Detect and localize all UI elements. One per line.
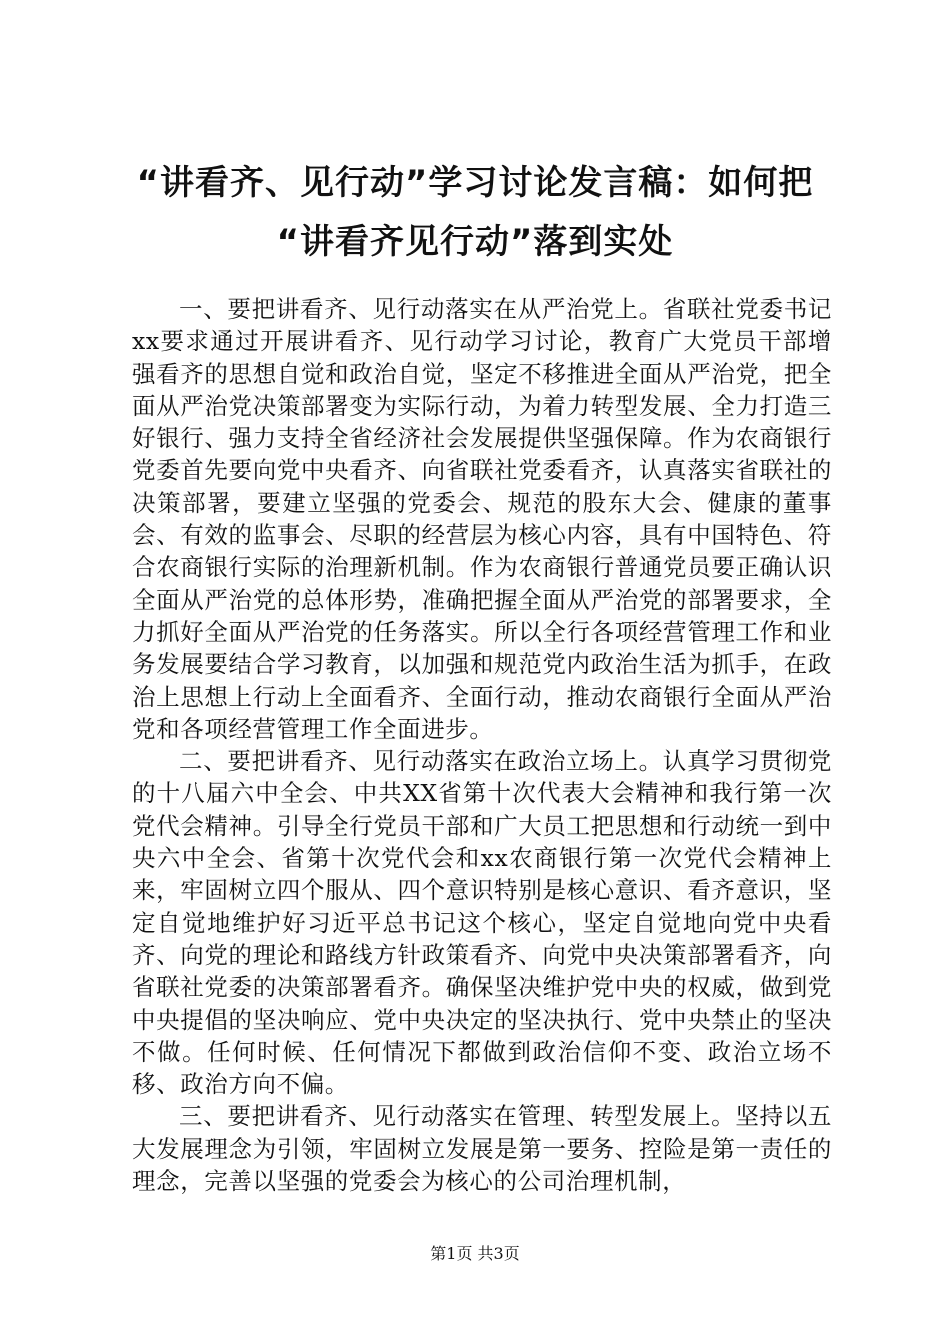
paragraph-3: 三、要把讲看齐、见行动落实在管理、转型发展上。坚持以五大发展理念为引领，牢固树立发展是第一要务、控险是第一责任的理念，完善以坚强的党委会为核心的公司治理机制， — [132, 1102, 832, 1196]
document-title-line-2: “讲看齐见行动”落到实处 — [276, 222, 674, 262]
paragraph-2: 二、要把讲看齐、见行动落实在政治立场上。认真学习贯彻党的十八届六中全会、中共XX省第十次代表大会精神和我行第一次党代会精神。引导全行党员干部和广大员工把思想和行动统一到中央六中全会、省第十次党代会和xx农商银行第一次党代会精神上来，牢固树立四个服从、四个意识特别是核心意识、看齐意识，坚定自觉地维护好习近平总书记这个核心，坚定自觉地向党中央看齐、向党的理论和路线方针政策看齐、向党中央决策部署看齐，向省联社党委的决策部署看齐。确保坚决维护党中央的权威，做到党中央提倡的坚决响应、党中央决定的坚决执行、党中央禁止的坚决不做。任何时候、任何情况下都做到政治信仰不变、政治立场不移、政治方向不偏。 — [132, 747, 832, 1099]
page-number-footer: 第1页 共3页 — [430, 1244, 520, 1263]
document-title-line-1: “讲看齐、见行动”学习讨论发言稿：如何把 — [136, 163, 814, 203]
document-body — [132, 293, 832, 1197]
paragraph-1: 一、要把讲看齐、见行动落实在从严治党上。省联社党委书记xx要求通过开展讲看齐、见行动学习讨论，教育广大党员干部增强看齐的思想自觉和政治自觉，坚定不移推进全面从严治党，把全面从严治党决策部署变为实际行动，为着力转型发展、全力打造三好银行、强力支持全省经济社会发展提供坚强保障。作为农商银行党委首先要向党中央看齐、向省联社党委看齐，认真落实省联社的决策部署，要建立坚强的党委会、规范的股东大会、健康的董事会、有效的监事会、尽职的经营层为核心内容，具有中国特色、符合农商银行实际的治理新机制。作为农商银行普通党员要正确认识全面从严治党的总体形势，准确把握全面从严治党的部署要求，全力抓好全面从严治党的任务落实。所以全行各项经营管理工作和业务发展要结合学习教育，以加强和规范党内政治生活为抓手，在政治上思想上行动上全面看齐、全面行动，推动农商银行全面从严治党和各项经营管理工作全面进步。 — [132, 295, 832, 743]
